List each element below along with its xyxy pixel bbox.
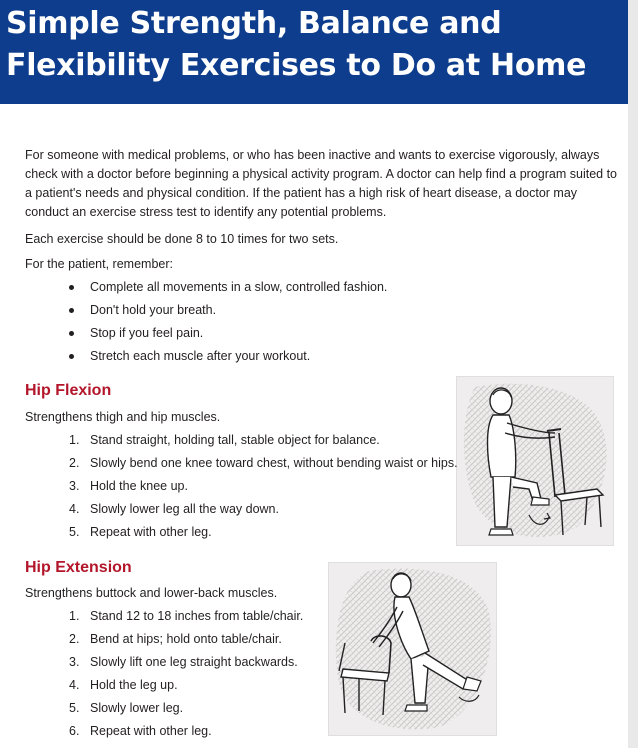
list-item: Complete all movements in a slow, controlled fashion.: [25, 278, 623, 297]
intro-paragraph: For someone with medical problems, or who has been inactive and wants to exercise vigorously, always check with a doctor before beginning a physical activity program. A doctor can help find a program suited to a patient's needs and physical condition. If the patient has a high risk of heart disease, a doctor may conduct an exercise stress test to identify any potential problems.: [25, 148, 617, 219]
list-item: 5. Slowly lower leg.: [69, 701, 184, 715]
list-item: 6. Repeat with other leg.: [69, 724, 212, 738]
bullet-icon: [69, 331, 74, 336]
list-item: 1. Stand 12 to 18 inches from table/chair.: [69, 609, 304, 623]
page-title-line-2: Flexibility Exercises to Do at Home: [6, 48, 587, 83]
list-item: Stop if you feel pain.: [25, 324, 623, 343]
hip-flexion-steps: [25, 431, 623, 542]
page-title: [6, 3, 586, 87]
list-item: 2. Slowly bend one knee toward chest, without bending waist or hips.: [69, 456, 458, 470]
bullet-icon: [69, 354, 74, 359]
list-item: 2. Bend at hips; hold onto table/chair.: [69, 632, 282, 646]
title-banner: [0, 0, 628, 104]
hip-extension-steps: [25, 607, 623, 741]
remember-paragraph: For the patient, remember:: [25, 257, 173, 271]
page-edge-shadow: [628, 0, 638, 748]
list-item: 4. Hold the leg up.: [69, 678, 178, 692]
list-item: 3. Slowly lift one leg straight backwards.: [69, 655, 298, 669]
sets-paragraph: Each exercise should be done 8 to 10 times for two sets.: [25, 232, 339, 246]
bullet-icon: [69, 308, 74, 313]
bullet-icon: [69, 285, 74, 290]
hip-flexion-subtitle: Strengthens thigh and hip muscles.: [25, 410, 221, 424]
reminder-list: [25, 278, 623, 366]
list-item: 1. Stand straight, holding tall, stable object for balance.: [69, 433, 380, 447]
hip-extension-subtitle: Strengthens buttock and lower-back muscles.: [25, 586, 278, 600]
list-item: Don't hold your breath.: [25, 301, 623, 320]
list-item: 4. Slowly lower leg all the way down.: [69, 502, 279, 516]
hip-extension-heading: Hip Extension: [25, 559, 132, 576]
article-body: [25, 146, 623, 741]
hip-flexion-heading: Hip Flexion: [25, 382, 112, 399]
list-item: Stretch each muscle after your workout.: [25, 347, 623, 366]
list-item: 5. Repeat with other leg.: [69, 525, 212, 539]
list-item: 3. Hold the knee up.: [69, 479, 188, 493]
page-title-line-1: Simple Strength, Balance and: [6, 6, 502, 41]
